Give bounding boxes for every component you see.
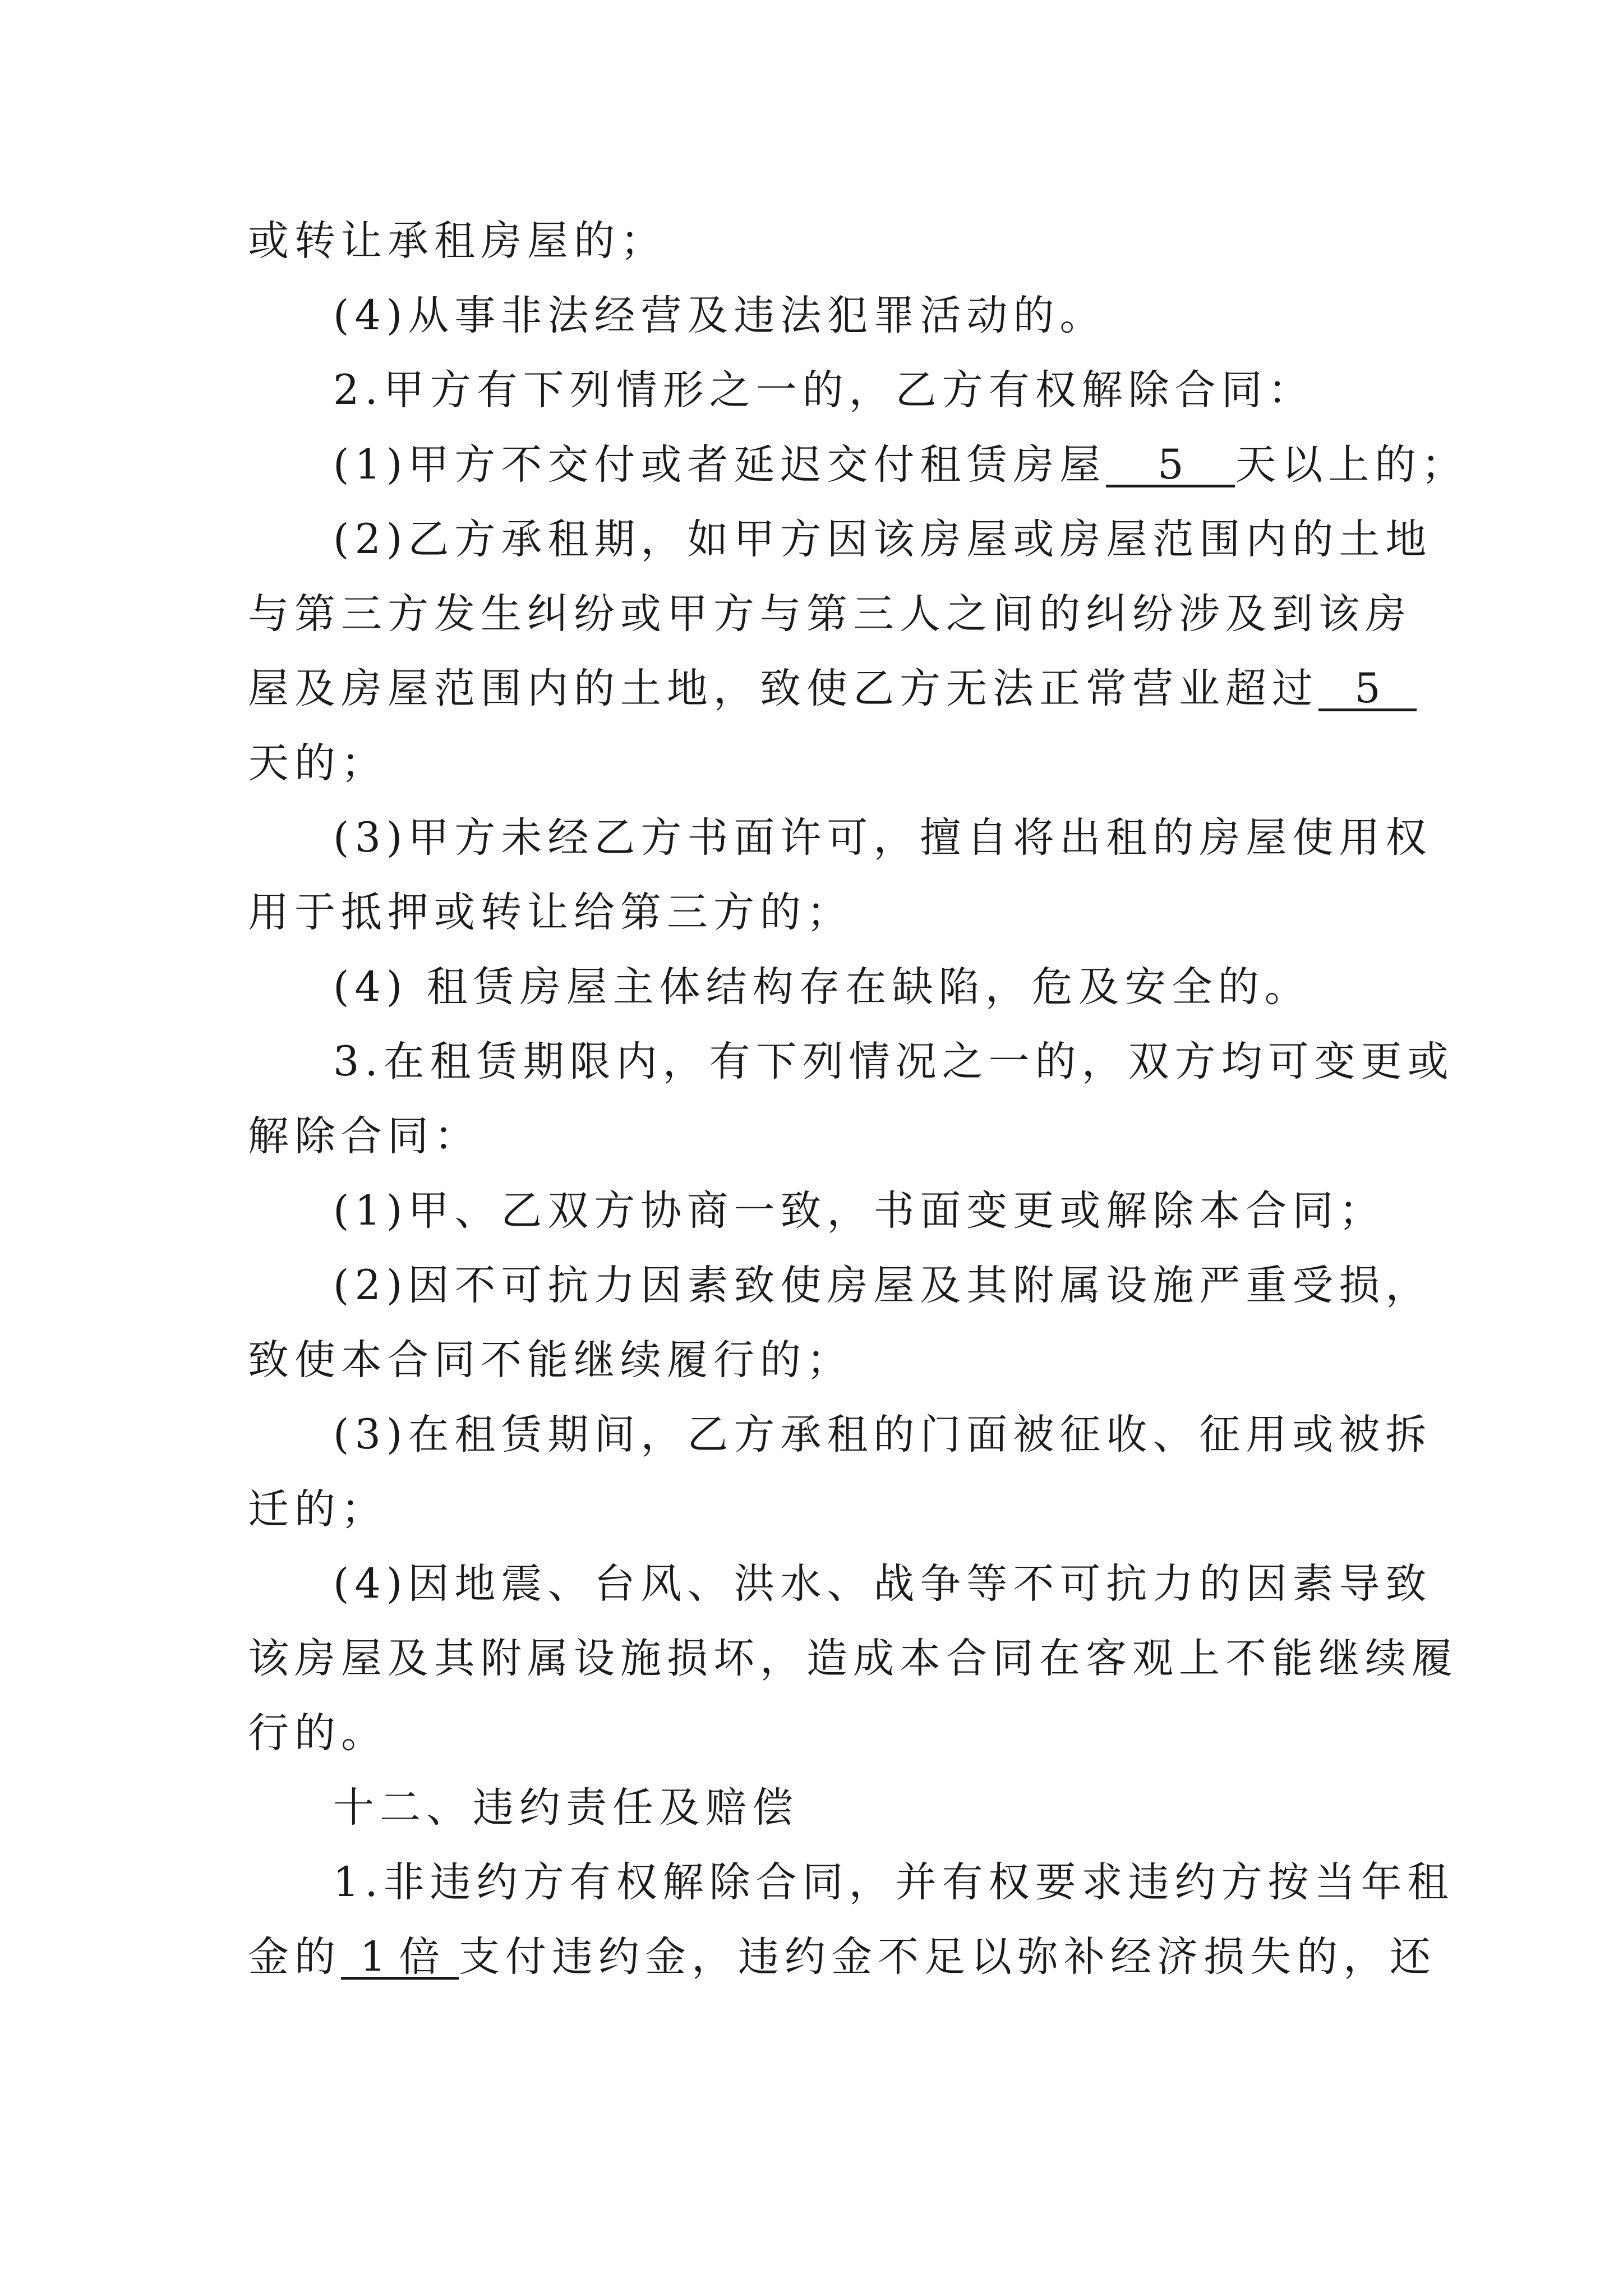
line-text: (3)在租赁期间，乙方承租的门面被征收、征用或被拆 (333, 1411, 1432, 1458)
line-text: 十二、违约责任及赔偿 (333, 1784, 799, 1832)
text-line-8 (248, 733, 388, 794)
line-text: 与第三方发生纠纷或甲方与第三人之间的纠纷涉及到该房 (248, 590, 1412, 638)
line-text: 1.非违约方有权解除合同，并有权要求违约方按当年租 (333, 1858, 1454, 1906)
line-text: (1)甲、乙双方协商一致，书面变更或解除本合同； (333, 1187, 1386, 1235)
line-text: 用于抵押或转让给第三方的； (248, 889, 853, 936)
line-text: 或转让承租房屋的； (248, 217, 667, 265)
text-line-11 (333, 956, 1311, 1018)
text-line-7 (248, 658, 1417, 720)
text-line-6 (248, 583, 1412, 645)
line-text: (4) 租赁房屋主体结构存在缺陷，危及安全的。 (333, 963, 1311, 1011)
line-text: 天以上的； (1235, 441, 1468, 489)
line-text: 3.在租赁期限内，有下列情况之一的，双方均可变更或 (333, 1038, 1454, 1085)
text-line-20 (248, 1628, 1458, 1690)
text-line-14 (333, 1180, 1385, 1242)
line-text: 支付违约金，违约金不足以弥补经济损失的，还 (459, 1933, 1436, 1981)
text-line-19 (333, 1553, 1432, 1615)
text-line-12 (333, 1031, 1454, 1093)
text-line-18 (248, 1479, 388, 1540)
line-text: 2.甲方有下列情形之一的，乙方有权解除合同： (333, 366, 1315, 414)
text-line-3 (333, 360, 1315, 421)
line-text: (2)乙方承租期，如甲方因该房屋或房屋范围内的土地 (333, 516, 1432, 563)
text-line-24 (248, 1926, 1436, 1988)
text-line-21 (248, 1703, 388, 1764)
line-text: (1)甲方不交付或者延迟交付租赁房屋 (333, 441, 1106, 489)
line-text: 致使本合同不能继续履行的； (248, 1336, 853, 1384)
penalty-multiple-blank: 1 倍 (341, 1938, 459, 1980)
line-text: 迁的； (248, 1485, 388, 1533)
text-line-13 (248, 1106, 481, 1167)
text-line-1 (248, 210, 667, 272)
business-days-blank: 5 (1318, 669, 1417, 711)
text-line-5 (333, 509, 1432, 570)
line-text: (4)因地震、台风、洪水、战争等不可抗力的因素导致 (333, 1560, 1432, 1608)
line-text: 屋及房屋范围内的土地，致使乙方无法正常营业超过 (248, 665, 1318, 712)
text-line-17 (333, 1404, 1432, 1466)
line-text: 金的 (248, 1933, 341, 1981)
line-text: (3)甲方未经乙方书面许可，擅自将出租的房屋使用权 (333, 814, 1432, 862)
line-text: 该房屋及其附属设施损坏，造成本合同在客观上不能继续履 (248, 1635, 1458, 1682)
line-text: 行的。 (248, 1709, 388, 1757)
text-line-16 (248, 1329, 853, 1391)
text-line-23 (333, 1852, 1454, 1913)
text-line-9 (333, 807, 1432, 869)
delay-days-blank: 5 (1106, 445, 1235, 487)
line-text: (4)从事非法经营及违法犯罪活动的。 (333, 292, 1106, 339)
text-line-15 (333, 1255, 1432, 1317)
text-line-2 (333, 285, 1106, 347)
line-text: 解除合同： (248, 1112, 481, 1160)
text-line-10 (248, 882, 853, 944)
text-line-4 (333, 434, 1468, 496)
line-text: (2)因不可抗力因素致使房屋及其附属设施严重受损， (333, 1262, 1432, 1309)
line-text: 天的； (248, 739, 388, 787)
section-heading (333, 1777, 799, 1839)
